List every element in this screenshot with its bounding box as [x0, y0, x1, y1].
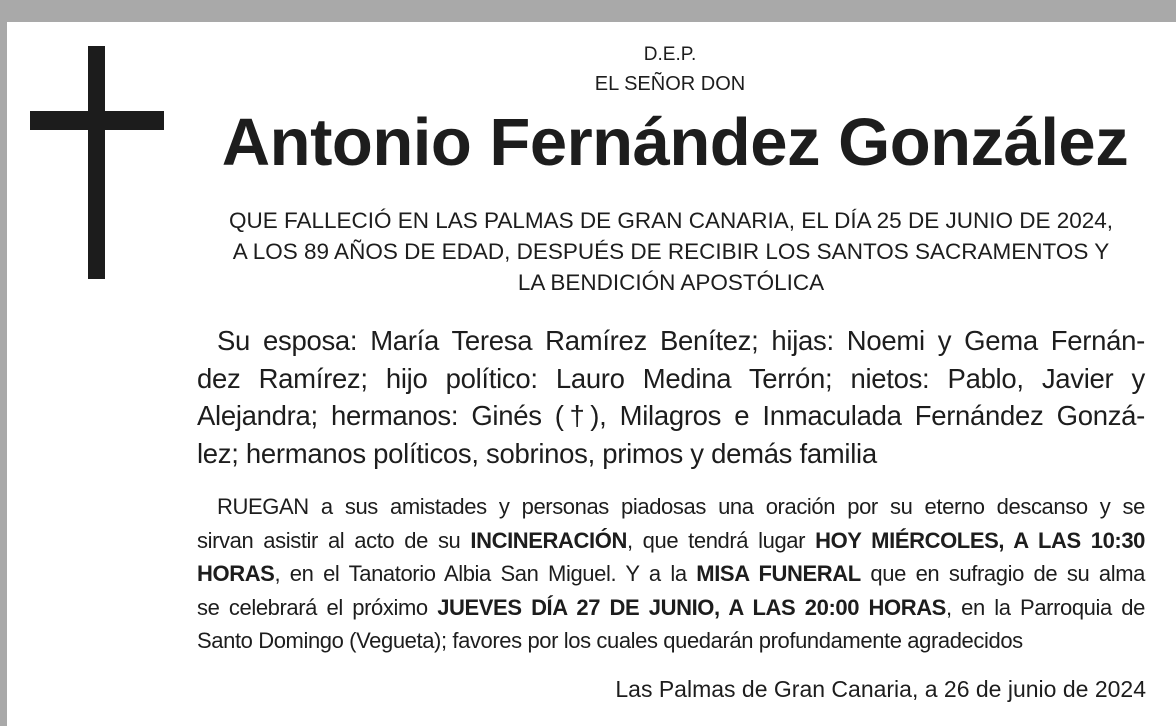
- ceremony-text: sirvan asistir al acto de su: [197, 527, 471, 553]
- ceremony-text: , en el Tanatorio Albia San Miguel. Y a la: [274, 561, 697, 586]
- ceremony-emphasis: HOY MIÉRCOLES, A LAS 10:30: [815, 527, 1146, 553]
- ceremony-text: , en la Parroquia de: [945, 594, 1145, 620]
- ceremony-line: [197, 524, 1145, 558]
- top-border: [0, 0, 1176, 22]
- death-notice-line: A LOS 89 AÑOS DE EDAD, DESPUÉS DE RECIBIR LOS SANTOS SACRAMENTOS Y: [232, 239, 1110, 264]
- death-notice-line: LA BENDICIÓN APOSTÓLICA: [517, 270, 825, 295]
- ceremony-emphasis: MISA FUNERAL: [696, 561, 861, 586]
- honorific-heading: EL SEÑOR DON: [594, 73, 746, 95]
- dep-heading: D.E.P.: [643, 44, 697, 65]
- death-notice: [196, 205, 1146, 298]
- family-line: dez Ramírez; hijo político: Lauro Medina Terrón; nietos: Pablo, Javier y: [197, 362, 1145, 394]
- family-paragraph: [197, 322, 1145, 472]
- deceased-name: Antonio Fernández González: [221, 105, 1129, 180]
- ceremony-text: se celebrará el próximo: [197, 594, 438, 620]
- ceremony-emphasis: JUEVES DÍA 27 DE JUNIO, A LAS 20:00 HORAS: [437, 594, 946, 620]
- death-notice-line: QUE FALLECIÓ EN LAS PALMAS DE GRAN CANARIA, EL DÍA 25 DE JUNIO DE 2024,: [228, 208, 1114, 233]
- family-line: Alejandra; hermanos: Ginés (†), Milagros e Inmaculada Fernández Gonzá-: [197, 400, 1145, 431]
- family-line: lez; hermanos políticos, sobrinos, primos y demás familia: [197, 437, 877, 469]
- ceremony-text: que en sufragio de su alma: [860, 561, 1145, 586]
- place-and-date: Las Palmas de Gran Canaria, a 26 de junio de 2024: [615, 676, 1146, 702]
- cross-vertical-beam: [88, 46, 105, 279]
- ceremony-line: [197, 591, 1145, 625]
- ceremony-emphasis: HORAS: [197, 561, 275, 586]
- left-border: [0, 0, 7, 726]
- cross-horizontal-beam: [30, 111, 164, 130]
- ceremony-emphasis: INCINERACIÓN: [470, 527, 627, 553]
- ceremony-text: , que tendrá lugar: [626, 527, 816, 553]
- ceremony-line: [197, 557, 1145, 591]
- ceremony-paragraph: [197, 490, 1145, 658]
- ceremony-line: Santo Domingo (Vegueta); favores por los cuales quedarán profundamente agradecidos: [197, 628, 1023, 653]
- family-line: Su esposa: María Teresa Ramírez Benítez; hijas: Noemi y Gema Fernán-: [217, 325, 1145, 356]
- ceremony-line: RUEGAN a sus amistades y personas piadosas una oración por su eterno descanso y se: [217, 494, 1145, 519]
